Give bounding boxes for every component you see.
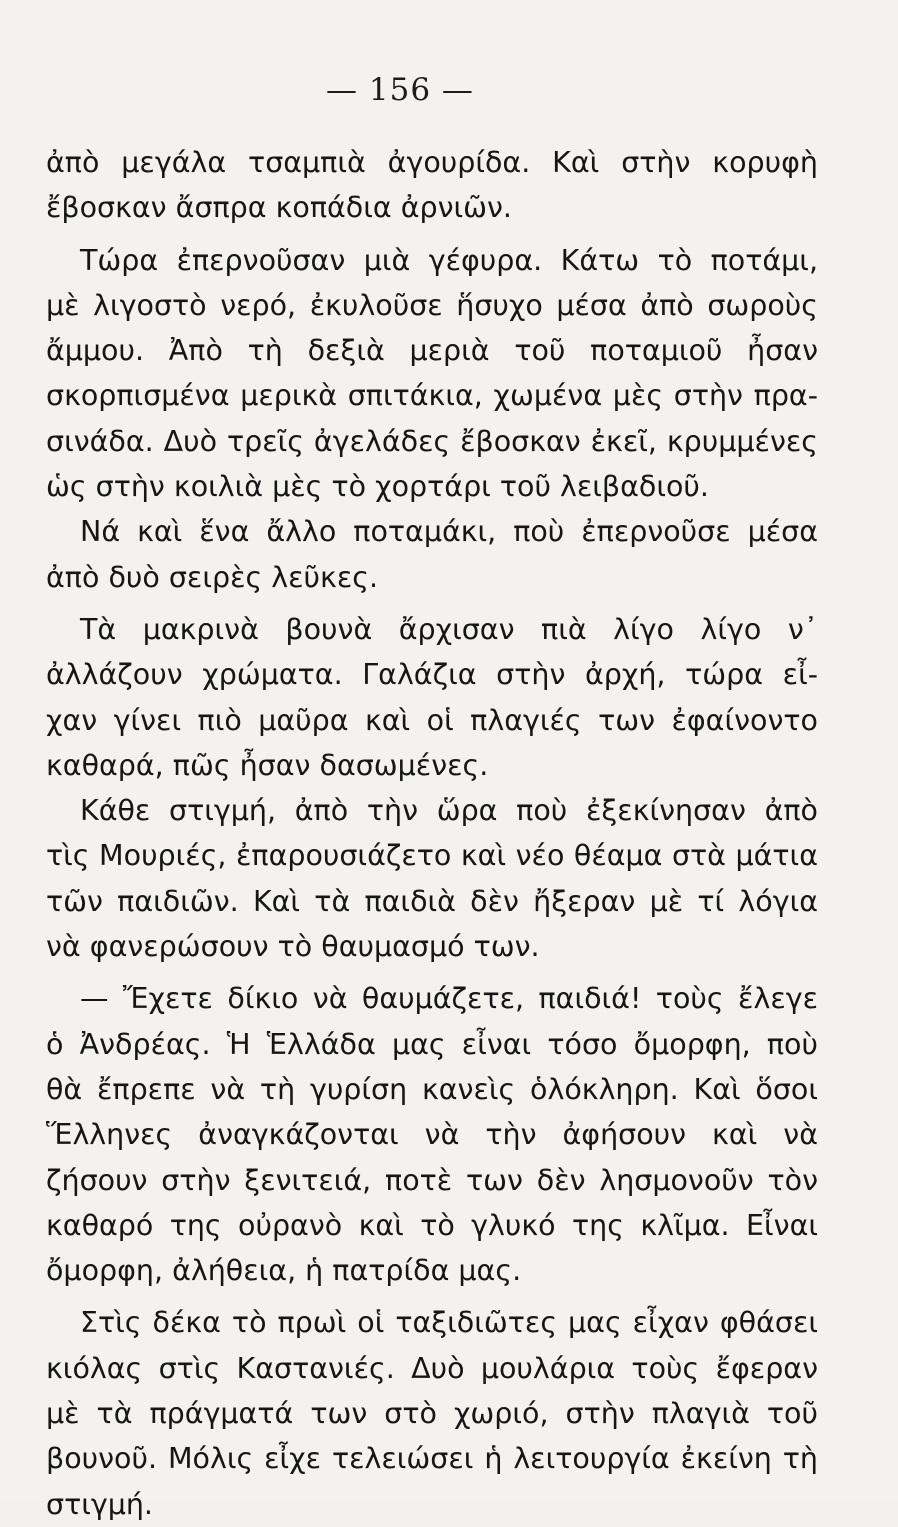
text-line: Τώρα ἐπερνοῦσαν μιὰ γέφυρα. Κάτω τὸ ποτάμι, [80,243,818,277]
body-text [46,140,818,1527]
paragraph [46,1300,818,1526]
text-line: — Ἔχετε δίκιο νὰ θαυμάζετε, παιδιά! τοὺς ἔλεγε [80,982,818,1016]
text-line: ἀπὸ μεγάλα τσαμπιὰ ἀγουρίδα. Καὶ στὴν κορυφὴ [46,146,818,179]
text-line: ὄμορφη, ἀλήθεια, ἡ πατρίδα μας. [46,1254,522,1288]
paragraph [46,140,818,231]
text-line: τῶν παιδιῶν. Καὶ τὰ παιδιὰ δὲν ἤξεραν μὲ τί λόγια [46,884,818,918]
text-line: Τὰ μακρινὰ βουνὰ ἄρχισαν πιὰ λίγο λίγο ν᾽ [80,612,818,646]
text-line: ἀλλάζουν χρώματα. Γαλάζια στὴν ἀρχή, τώρα εἶ- [46,658,818,692]
text-line: καθαρά, πῶς ἦσαν δασωμένες. [46,748,489,782]
text-line: βουνοῦ. Μόλις εἶχε τελειώσει ἡ λειτουργία ἐκείνη τὴ [46,1442,818,1476]
paragraph [46,976,818,1293]
paragraph [46,238,818,510]
text-line: Ἕλληνες ἀναγκάζονται νὰ τὴν ἀφήσουν καὶ νὰ [46,1118,818,1152]
text-line: ὡς στὴν κοιλιὰ μὲς τὸ χορτάρι τοῦ λειβαδιοῦ. [46,470,709,504]
text-line: χαν γίνει πιὸ μαῦρα καὶ οἱ πλαγιές των ἐφαίνοντο [46,703,818,737]
text-line: τὶς Μουριές, ἐπαρουσιάζετο καὶ νέο θέαμα στὰ μάτια [46,839,818,873]
text-line: ἔβοσκαν ἄσπρα κοπάδια ἀρνιῶν. [46,191,512,225]
page-number: — 156 — [326,72,474,108]
text-line: μὲ λιγοστὸ νερό, ἐκυλοῦσε ἥσυχο μέσα ἀπὸ σωροὺς [46,288,818,322]
text-line: ἀπὸ δυὸ σειρὲς λεῦκες. [46,560,379,594]
text-line: θὰ ἔπρεπε νὰ τὴ γυρίση κανεὶς ὁλόκληρη. Καὶ ὅσοι [46,1072,818,1106]
text-line: σινάδα. Δυὸ τρεῖς ἀγελάδες ἔβοσκαν ἐκεῖ, κρυμμένες [46,424,818,458]
text-line: ὁ Ἀνδρέας. Ἡ Ἑλλάδα μας εἶναι τόσο ὄμορφη, ποὺ [46,1027,818,1061]
text-line: κιόλας στὶς Καστανιές. Δυὸ μουλάρια τοὺς ἔφεραν [46,1351,818,1385]
text-line: νὰ φανερώσουν τὸ θαυμασμό των. [46,930,540,964]
text-line: ἄμμου. Ἀπὸ τὴ δεξιὰ μεριὰ τοῦ ποταμιοῦ ἦσαν [46,334,818,368]
paragraph [46,607,818,788]
text-line: καθαρό της οὐρανὸ καὶ τὸ γλυκό της κλῖμα. Εἶναι [46,1208,818,1242]
text-line: σκορπισμένα μερικὰ σπιτάκια, χωμένα μὲς στὴν πρα- [46,379,818,413]
text-line: ζήσουν στὴν ξενιτειά, ποτὲ των δὲν λησμονοῦν τὸν [46,1163,818,1197]
text-line: μὲ τὰ πράγματά των στὸ χωριό, στὴν πλαγιὰ τοῦ [46,1397,818,1431]
paragraph [46,509,818,600]
text-line: Στὶς δέκα τὸ πρωὶ οἱ ταξιδιῶτες μας εἶχαν φθάσει [80,1306,818,1340]
text-line: Νά καὶ ἕνα ἄλλο ποταμάκι, ποὺ ἐπερνοῦσε μέσα [80,515,818,549]
text-line: στιγμή. [46,1487,153,1521]
text-line: Κάθε στιγμή, ἀπὸ τὴν ὥρα ποὺ ἐξεκίνησαν ἀπὸ [80,794,818,828]
paragraph [46,788,818,969]
